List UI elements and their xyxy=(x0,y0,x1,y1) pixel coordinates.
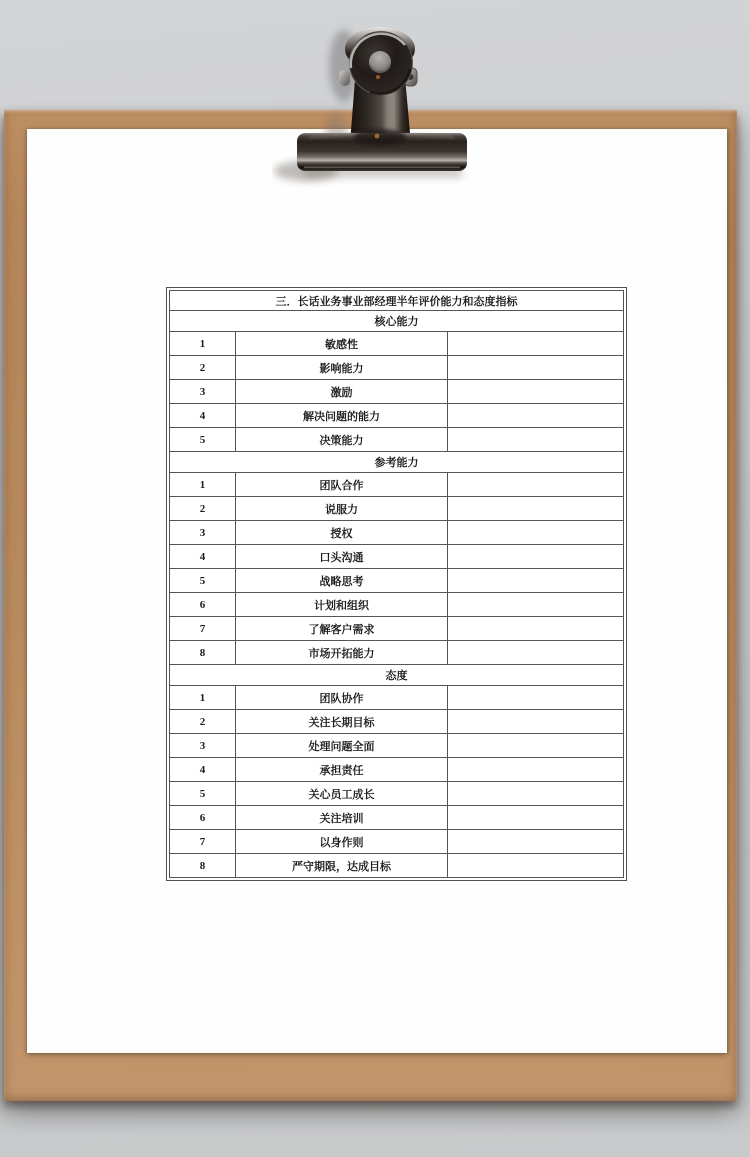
row-value-cell xyxy=(448,380,624,404)
row-label: 关注长期目标 xyxy=(236,710,448,734)
clip-glint-upper xyxy=(376,75,380,79)
row-value-cell xyxy=(448,641,624,665)
table-row xyxy=(170,497,624,521)
table-row xyxy=(170,428,624,452)
row-value-cell xyxy=(448,521,624,545)
table-row xyxy=(170,830,624,854)
row-value-cell xyxy=(448,686,624,710)
row-number: 8 xyxy=(170,641,236,665)
table-title-row xyxy=(170,291,624,311)
row-number: 2 xyxy=(170,356,236,380)
row-number: 1 xyxy=(170,332,236,356)
row-label: 战略思考 xyxy=(236,569,448,593)
row-number: 3 xyxy=(170,380,236,404)
row-value-cell xyxy=(448,593,624,617)
row-label: 严守期限，达成目标 xyxy=(236,854,448,878)
row-number: 1 xyxy=(170,473,236,497)
row-value-cell xyxy=(448,404,624,428)
row-number: 4 xyxy=(170,404,236,428)
row-number: 3 xyxy=(170,521,236,545)
table-row xyxy=(170,380,624,404)
row-number: 4 xyxy=(170,758,236,782)
table-row xyxy=(170,569,624,593)
row-label: 口头沟通 xyxy=(236,545,448,569)
row-value-cell xyxy=(448,332,624,356)
row-number: 6 xyxy=(170,806,236,830)
section-header: 态度 xyxy=(170,665,624,686)
table-row xyxy=(170,854,624,878)
table-title: 三．长话业务事业部经理半年评价能力和态度指标 xyxy=(170,291,624,311)
row-number: 8 xyxy=(170,854,236,878)
table-row xyxy=(170,734,624,758)
row-label: 说服力 xyxy=(236,497,448,521)
section-header: 参考能力 xyxy=(170,452,624,473)
row-label: 解决问题的能力 xyxy=(236,404,448,428)
row-number: 3 xyxy=(170,734,236,758)
section-header-row xyxy=(170,311,624,332)
row-label: 承担责任 xyxy=(236,758,448,782)
row-label: 影响能力 xyxy=(236,356,448,380)
row-value-cell xyxy=(448,428,624,452)
row-value-cell xyxy=(448,497,624,521)
row-value-cell xyxy=(448,617,624,641)
table-row xyxy=(170,404,624,428)
row-number: 5 xyxy=(170,782,236,806)
row-label: 决策能力 xyxy=(236,428,448,452)
clip-hook-left xyxy=(339,70,350,86)
table-row xyxy=(170,617,624,641)
row-value-cell xyxy=(448,710,624,734)
row-value-cell xyxy=(448,806,624,830)
row-number: 7 xyxy=(170,617,236,641)
clip-glint-lower xyxy=(375,134,380,139)
table-row xyxy=(170,545,624,569)
row-value-cell xyxy=(448,758,624,782)
row-number: 2 xyxy=(170,497,236,521)
section-header-row xyxy=(170,452,624,473)
row-label: 授权 xyxy=(236,521,448,545)
row-number: 5 xyxy=(170,569,236,593)
table-row xyxy=(170,356,624,380)
row-label: 关心员工成长 xyxy=(236,782,448,806)
table-row xyxy=(170,521,624,545)
row-value-cell xyxy=(448,545,624,569)
row-number: 6 xyxy=(170,593,236,617)
row-label: 市场开拓能力 xyxy=(236,641,448,665)
binder-clip xyxy=(272,18,488,190)
evaluation-table xyxy=(166,287,627,881)
evaluation-table-body xyxy=(170,291,624,878)
row-number: 7 xyxy=(170,830,236,854)
row-number: 4 xyxy=(170,545,236,569)
section-header: 核心能力 xyxy=(170,311,624,332)
table-row xyxy=(170,641,624,665)
row-value-cell xyxy=(448,569,624,593)
table-row xyxy=(170,593,624,617)
table-row xyxy=(170,473,624,497)
row-value-cell xyxy=(448,356,624,380)
table-row xyxy=(170,710,624,734)
table-row xyxy=(170,806,624,830)
row-number: 2 xyxy=(170,710,236,734)
table-row xyxy=(170,782,624,806)
section-header-row xyxy=(170,665,624,686)
row-value-cell xyxy=(448,473,624,497)
row-number: 1 xyxy=(170,686,236,710)
row-label: 关注培训 xyxy=(236,806,448,830)
row-value-cell xyxy=(448,734,624,758)
row-label: 团队合作 xyxy=(236,473,448,497)
row-value-cell xyxy=(448,830,624,854)
row-label: 以身作则 xyxy=(236,830,448,854)
table-row xyxy=(170,758,624,782)
table-row xyxy=(170,332,624,356)
row-label: 了解客户需求 xyxy=(236,617,448,641)
row-number: 5 xyxy=(170,428,236,452)
paper-sheet xyxy=(27,129,727,1053)
row-label: 计划和组织 xyxy=(236,593,448,617)
row-value-cell xyxy=(448,782,624,806)
row-value-cell xyxy=(448,854,624,878)
row-label: 处理问题全面 xyxy=(236,734,448,758)
table-row xyxy=(170,686,624,710)
row-label: 团队协作 xyxy=(236,686,448,710)
row-label: 激励 xyxy=(236,380,448,404)
row-label: 敏感性 xyxy=(236,332,448,356)
